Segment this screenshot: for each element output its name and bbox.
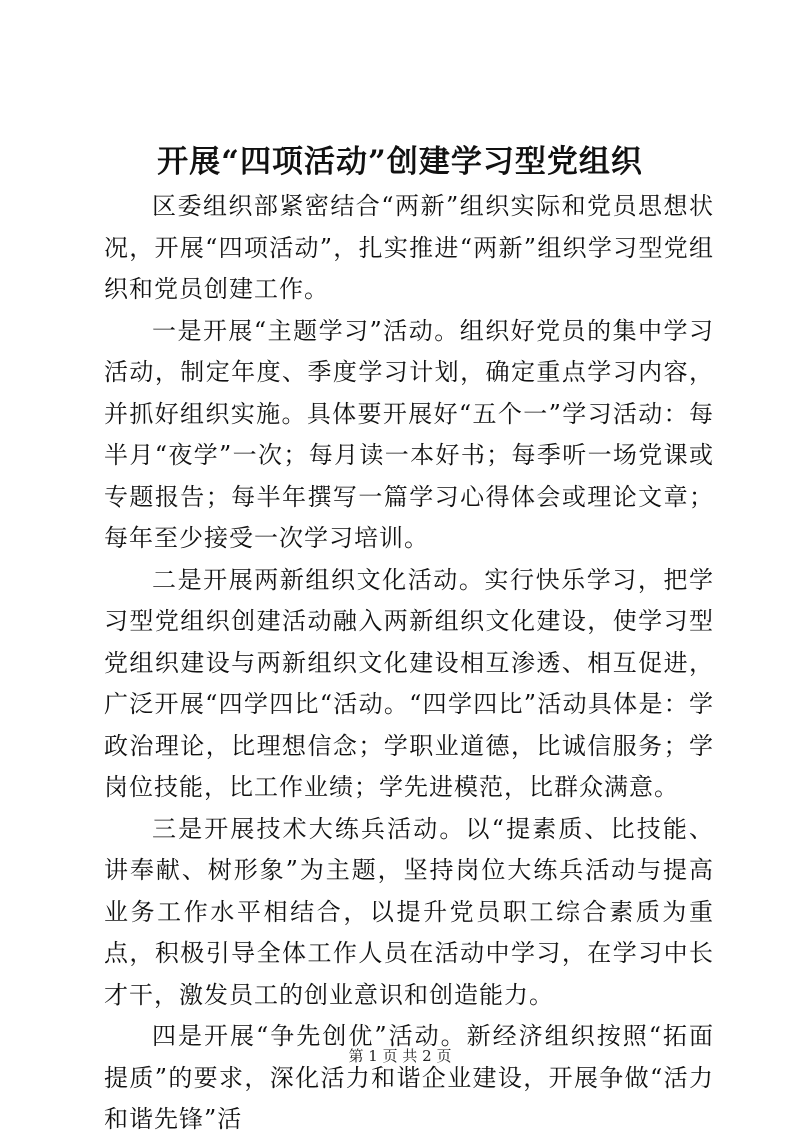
page-footer: 第 1 页 共 2 页 [348,1047,452,1065]
paragraph-activity-two: 二是开展两新组织文化活动。实行快乐学习，把学习型党组织创建活动融入两新组织文化建设，使学习型党组织建设与两新组织文化建设相互渗透、相互促进，广泛开展“四学四比“活动。“四学四比”活动具体是：学政治理论，比理想信念；学职业道德，比诚信服务；学岗位技能，比工作业绩；学先进模范，比群众满意。 [104,565,714,801]
document-body [104,186,714,1141]
paragraph-activity-three: 三是开展技术大练兵活动。以“提素质、比技能、讲奉献、树形象”为主题，坚持岗位大练兵活动与提高业务工作水平相结合，以提升党员职工综合素质为重点，积极引导全体工作人员在活动中学习，在学习中长才干，激发员工的创业意识和创造能力。 [104,814,714,1009]
paragraph-activity-four: 四是开展“争先创优”活动。新经济组织按照“拓面提质”的要求，深化活力和谐企业建设，开展争做“活力和谐先锋”活 [104,1022,714,1133]
paragraph-activity-one: 一是开展“主题学习”活动。组织好党员的集中学习活动，制定年度、季度学习计划，确定重点学习内容，并抓好组织实施。具体要开展好“五个一”学习活动：每半月“夜学”一次；每月读一本好书；每季听一场党课或专题报告；每半年撰写一篇学习心得体会或理论文章；每年至少接受一次学习培训。 [104,316,714,552]
document-title: 开展“四项活动”创建学习型党组织 [157,144,643,180]
paragraph-intro: 区委组织部紧密结合“两新”组织实际和党员思想状况，开展“四项活动”，扎实推进“两新”组织学习型党组织和党员创建工作。 [104,192,714,303]
